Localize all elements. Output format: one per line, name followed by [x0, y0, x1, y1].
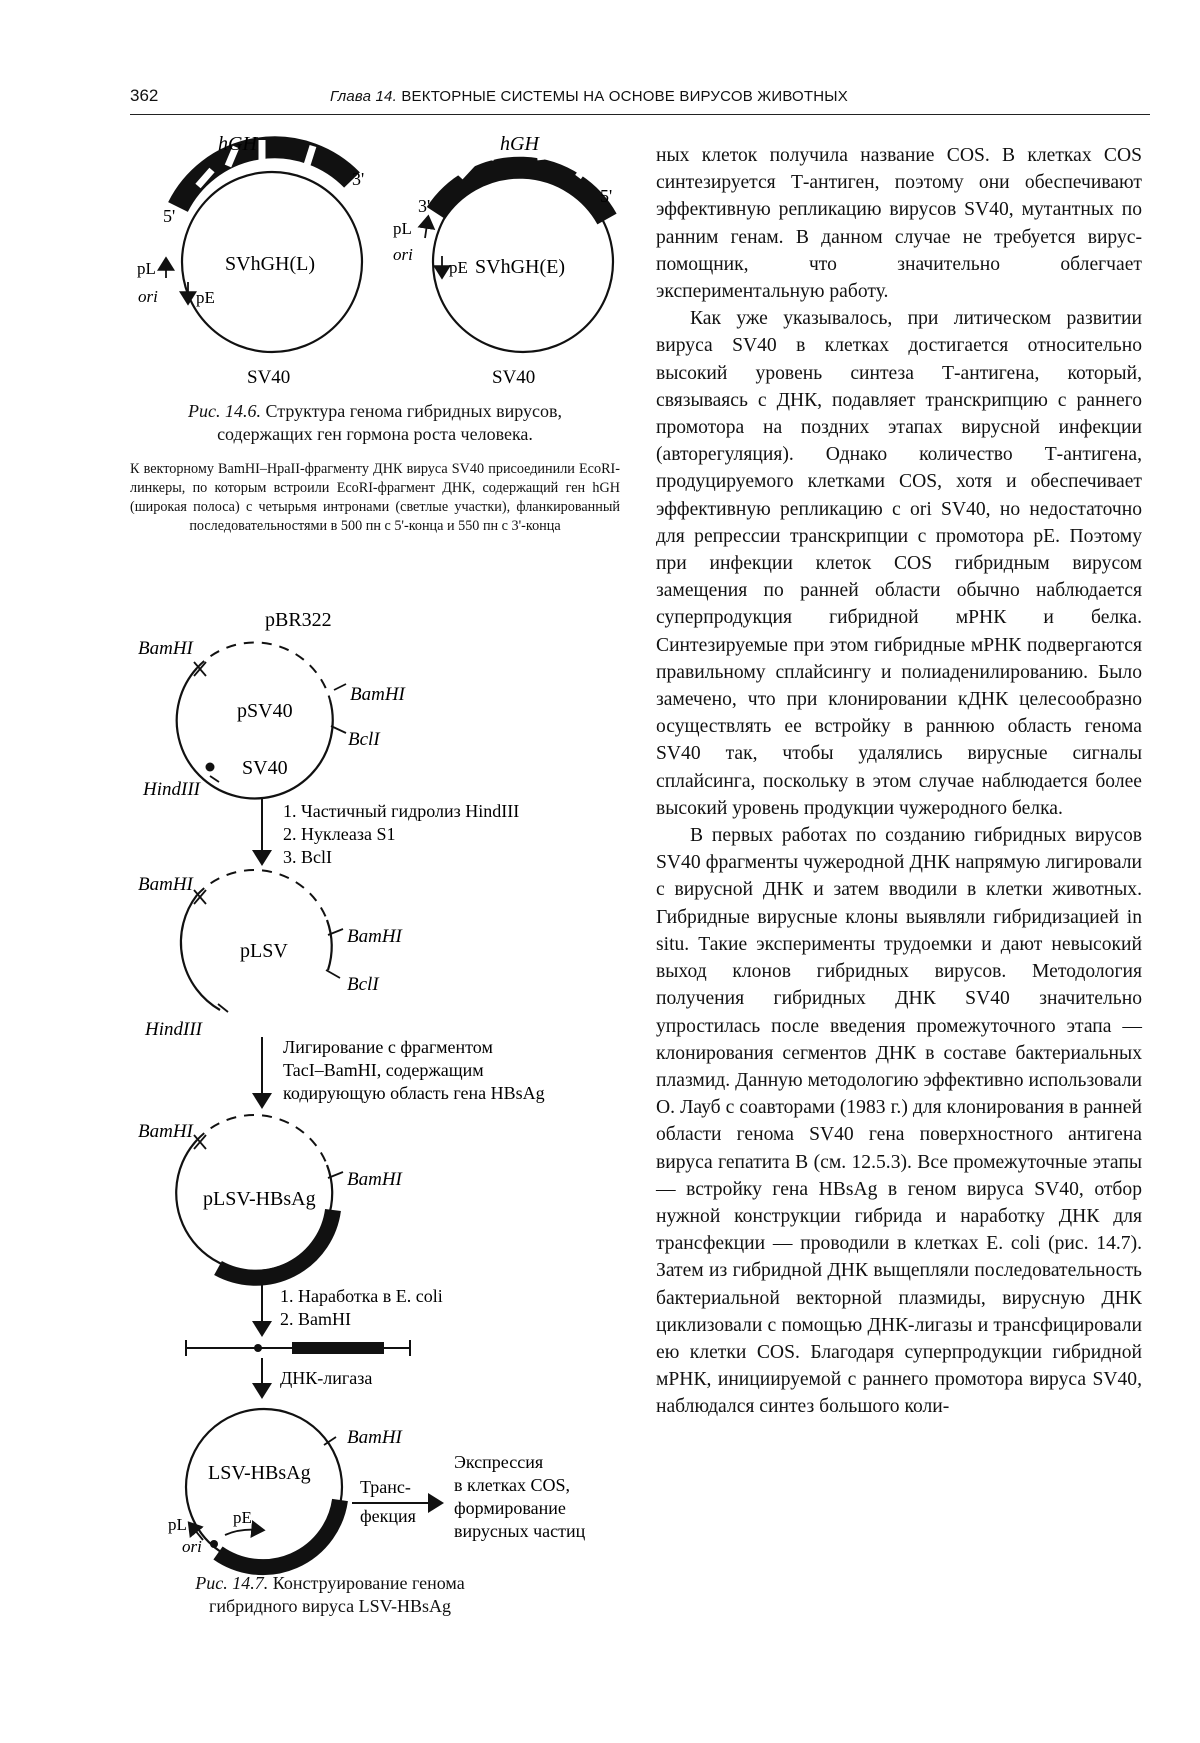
- step4-text: ДНК-лигаза: [280, 1368, 373, 1388]
- ori-label: ori: [138, 287, 158, 306]
- pe-label: pE: [233, 1508, 252, 1527]
- three-prime-label: 3': [352, 169, 365, 189]
- sv40-label: SV40: [242, 757, 288, 779]
- hbsag-insert-band: [218, 1210, 333, 1278]
- pl-label: pL: [168, 1515, 187, 1534]
- pl-label: pL: [137, 259, 156, 278]
- three-prime-label: 3': [418, 196, 431, 216]
- fig147-caption-label: Рис. 14.7.: [195, 1573, 269, 1593]
- bamhi-label-right: BamHI: [350, 684, 405, 705]
- base-label: SV40: [492, 367, 536, 388]
- fig146-caption-label: Рис. 14.6.: [188, 401, 261, 421]
- expression-line4: вирусных частиц: [454, 1521, 586, 1541]
- bamhi-label: BamHI: [347, 1427, 402, 1448]
- five-prime-label: 5': [600, 186, 613, 206]
- plasmid-name: SVhGH(L): [225, 253, 315, 275]
- step1-line2: 2. Нуклеаза S1: [283, 824, 396, 844]
- step2-text: [283, 1037, 545, 1103]
- fig146-caption: [130, 400, 620, 446]
- step3-text: [280, 1286, 443, 1329]
- plasmid-svhgh-l: [137, 133, 364, 388]
- pe-label: pE: [196, 288, 215, 307]
- bcli-label: BclI: [347, 974, 379, 995]
- plasmid-name: SVhGH(E): [475, 256, 565, 278]
- step3-line2: 2. BamHI: [280, 1309, 351, 1329]
- expression-line2: в клетках COS,: [454, 1475, 571, 1495]
- plasmid-psv40: [138, 609, 407, 800]
- fig147-caption: [130, 1572, 530, 1618]
- hindiii-label: HindIII: [143, 779, 200, 800]
- body-text-column: [656, 142, 1142, 1421]
- base-label: SV40: [247, 367, 291, 388]
- hindiii-label: HindIII: [145, 1019, 202, 1040]
- ori-label: ori: [182, 1537, 202, 1556]
- hbsag-segment: [292, 1342, 384, 1354]
- bcli-label: BclI: [348, 729, 380, 750]
- pl-label: pL: [393, 219, 412, 238]
- expression-line3: формирование: [454, 1498, 566, 1518]
- plasmid-name: pLSV: [240, 940, 288, 962]
- gene-label: hGH: [218, 133, 257, 155]
- fig146-note: К векторному BamHI–HpaII-фрагменту ДНК вируса SV40 присоединили EcoRI-линкеры, по которым встроили EcoRI-фрагмент ДНК, содержащий ген hGH (широкая полоса) с четырьмя интронами (светлые участки), фланкированный последовательностями в 500 пн с 5'-конца и 550 пн с 3'-конца: [130, 461, 620, 534]
- page-number: 362: [130, 86, 159, 105]
- plasmid-plsv: [138, 870, 404, 1040]
- plasmid-plsv-hbsag: [138, 1115, 404, 1278]
- fig147-caption-line1: Конструирование генома: [272, 1573, 465, 1593]
- gene-label: hGH: [500, 133, 539, 155]
- plasmid-svhgh-e: [393, 133, 613, 388]
- step2-line2: TacI–BamHI, содержащим: [283, 1060, 484, 1080]
- step1-line3: 3. BclI: [283, 847, 332, 867]
- transfection-line1: Транс-: [360, 1477, 411, 1497]
- fig146-caption-line2: содержащих ген гормона роста человека.: [217, 424, 533, 444]
- step3-line1: 1. Наработка в E. coli: [280, 1286, 443, 1306]
- step2-line1: Лигирование с фрагментом: [283, 1037, 493, 1057]
- linear-fragment: [186, 1340, 410, 1356]
- step1-line1: 1. Частичный гидролиз HindIII: [283, 801, 520, 821]
- fig146-caption-line1: Структура генома гибридных вирусов,: [265, 401, 562, 421]
- bamhi-label-right: BamHI: [347, 926, 402, 947]
- pe-label: pE: [449, 258, 468, 277]
- transfection-line2: фекция: [360, 1506, 416, 1526]
- fig147-caption-line2: гибридного вируса LSV-HBsAg: [209, 1596, 451, 1616]
- pbr322-label: pBR322: [265, 609, 332, 631]
- step1-text: [283, 801, 519, 867]
- paragraph: ных клеток получила название COS. В клетках COS синтезируется Т-антиген, поэтому они обеспечивают эффективную репликацию вирусов SV40, мутантных по ранним генам. В данном случае не требуется вирус-помощник, что значительно облегчает экспериментальную работу.: [656, 145, 1142, 303]
- paragraph: Как уже указывалось, при литическом развитии вируса SV40 в клетках достигается относительно высокий уровень синтеза Т-антигена, который, связываясь с ДНК, подавляет транскрипцию с раннего промотора на поздних этапах вирусной инфекции (авторегуляция). Однако количество Т-антигена, продуцируемого клетками COS, хотя и обеспечивает эффективную репликацию с ori SV40, но недостаточно для репрессии транскрипции с промотора pE. Поэтому при инфекции клеток COS гибридным вирусом замещения по ранней области обычно наблюдается суперпродукция гибридной мРНК и белка. Синтезируемые при этом гибридные мРНК подвергаются правильному сплайсингу и полиаденилированию. Было замечено, что при клонировании кДНК целесообразно осуществлять ее встройку в раннюю область генома SV40 так, чтобы удалялись вирусные сигналы сплайсинга, поскольку в этом случае наблюдается более высокий уровень продукции чужеродного белка.: [656, 308, 1142, 819]
- bamhi-label-right: BamHI: [347, 1169, 402, 1190]
- plasmid-name: LSV-HBsAg: [208, 1462, 311, 1484]
- expression-line1: Экспрессия: [454, 1452, 544, 1472]
- paragraph: В первых работах по созданию гибридных вирусов SV40 фрагменты чужеродной ДНК напрямую лигировали с вирусной ДНК и затем вводили в клетки животных. Гибридные вирусные клоны выявляли гибридизацией in situ. Такие эксперименты трудоемки и дают невысокий выход клонов гибридных вирусов. Методология получения гибридных ДНК SV40 значительно упростилась после введения промежуточного этапа — клонирования сегментов ДНК в составе бактериальных плазмид. Данную методологию эффективно использовали О. Лауб с соавторами (1983 г.) для клонирования в ранней области генома SV40 гена поверхностного антигена вируса гепатита В (см. 12.5.3). Все промежуточные этапы — встройку гена HBsAg в геном вируса SV40, отбор нужной конструкции гибрида и наработку ДНК для трансфекции — проводили в клетках E. coli (рис. 14.7). Затем из гибридной ДНК выщепляли последовательность бактериальной векторной плазмиды, вирусную ДНК циклизовали с помощью ДНК-лигазы и трансфицировали ею клетки COS. Благодаря суперпродукции гибридной мРНК, инициируемой с раннего промотора вируса SV40, наблюдался синтез большого коли-: [656, 825, 1142, 1418]
- transfection-block: [352, 1452, 586, 1541]
- ori-label: ori: [393, 245, 413, 264]
- plasmid-name: pSV40: [237, 700, 293, 722]
- five-prime-label: 5': [163, 206, 176, 226]
- chapter-prefix: Глава 14.: [330, 88, 397, 105]
- bamhi-label-topleft: BamHI: [138, 1121, 193, 1142]
- bamhi-label-topleft: BamHI: [138, 874, 193, 895]
- step2-line3: кодирующую область гена HBsAg: [283, 1083, 545, 1103]
- chapter-title: ВЕКТОРНЫЕ СИСТЕМЫ НА ОСНОВЕ ВИРУСОВ ЖИВОТНЫХ: [401, 88, 848, 105]
- plasmid-name: pLSV-HBsAg: [203, 1188, 316, 1210]
- bamhi-label-topleft: BamHI: [138, 638, 193, 659]
